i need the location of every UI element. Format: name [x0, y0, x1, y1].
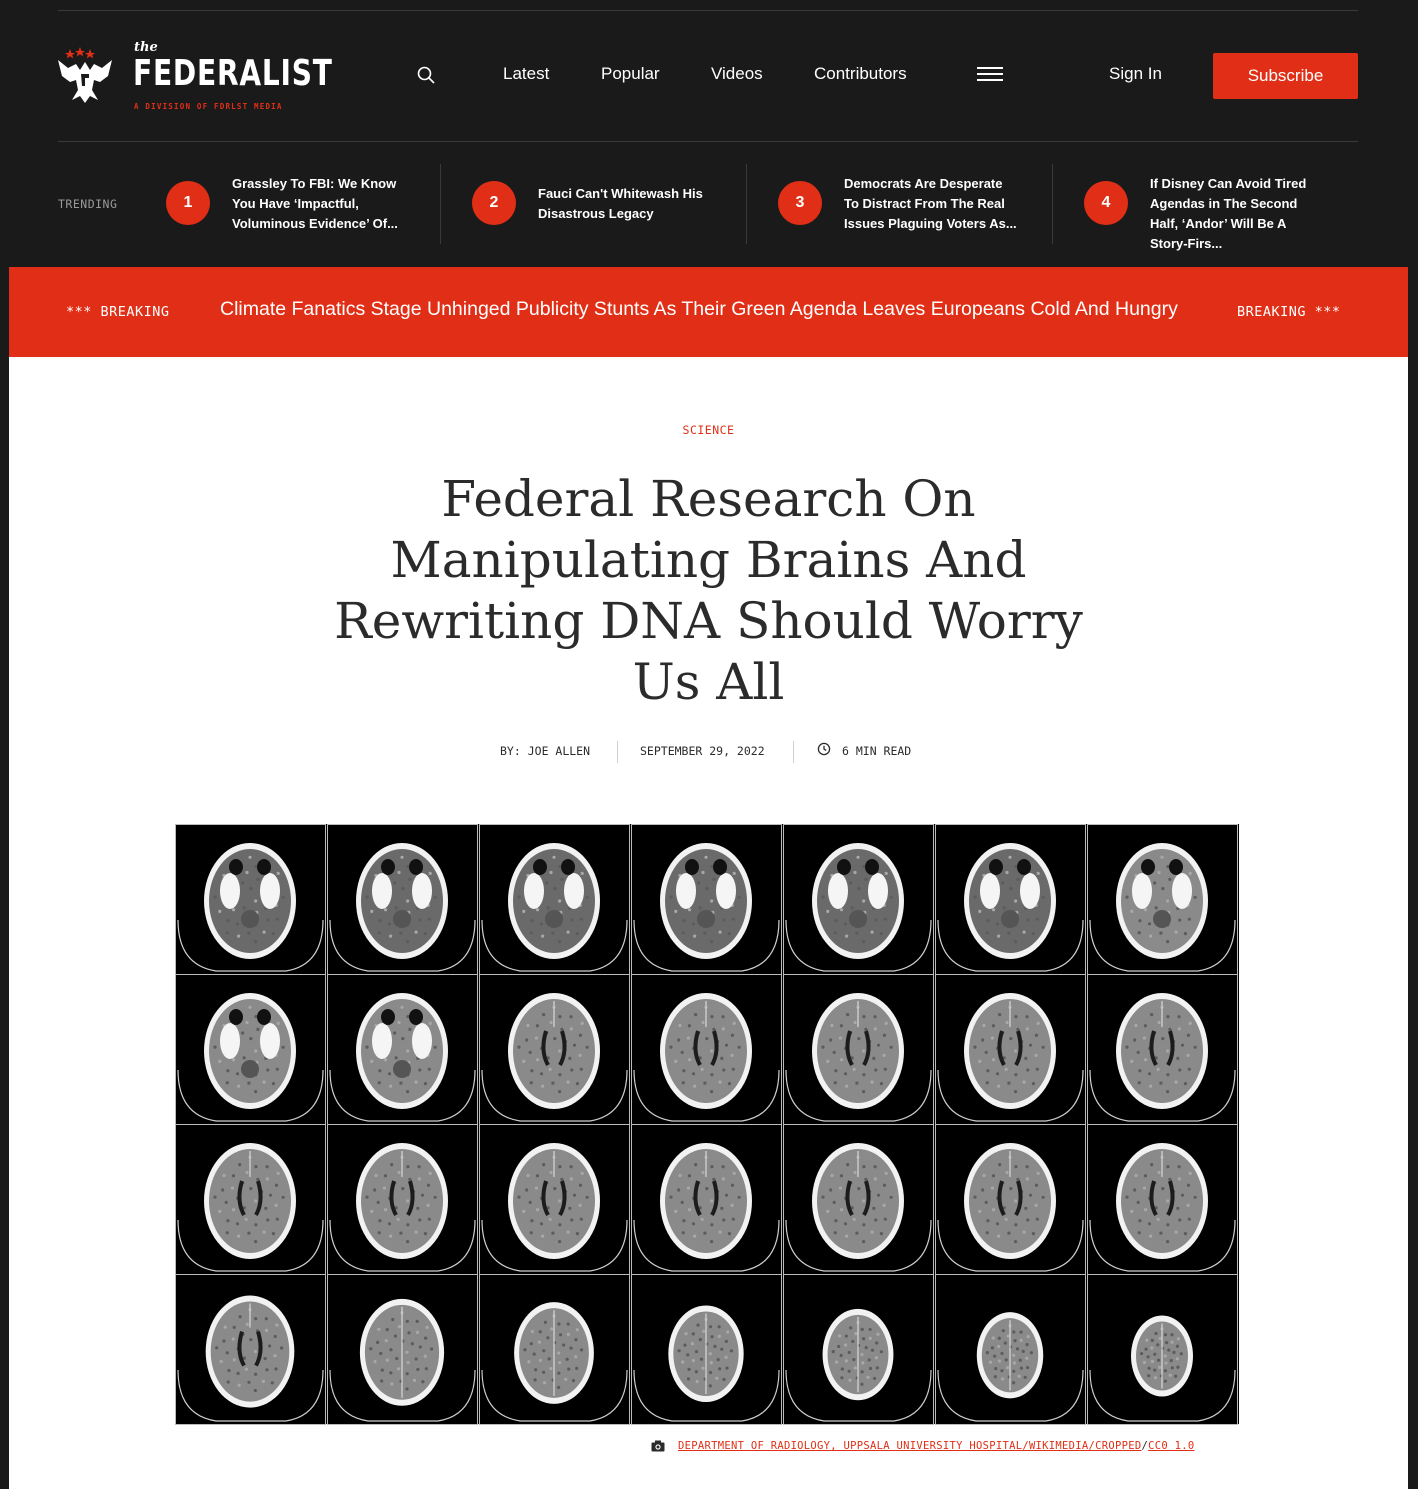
- logo-wordmark: FEDERALIST: [133, 53, 333, 94]
- caption-separator: /: [1141, 1440, 1149, 1452]
- header-top-rule: [58, 10, 1358, 11]
- ct-scan-slice: [328, 1275, 477, 1424]
- trending-item-4[interactable]: [1084, 164, 1374, 251]
- eagle-logo-icon: [56, 46, 114, 104]
- ct-scan-slice: [1088, 975, 1237, 1124]
- byline: [9, 741, 1408, 763]
- nav-videos[interactable]: Videos: [711, 64, 763, 83]
- breaking-headline[interactable]: Climate Fanatics Stage Unhinged Publicity Stunts As Their Green Agenda Leaves Europeans Cold And Hungry: [220, 298, 1178, 320]
- trending-label: TRENDING: [58, 197, 118, 211]
- author-link[interactable]: JOE ALLEN: [527, 744, 591, 758]
- caption-text: [678, 1440, 1195, 1452]
- article: [9, 357, 1408, 1489]
- ct-scan-slice: [480, 975, 629, 1124]
- trending-rank-badge: 3: [778, 181, 822, 225]
- nav-latest[interactable]: Latest: [503, 64, 550, 83]
- ct-scan-slice: [784, 1275, 933, 1424]
- article-title: Federal Research On Manipulating Brains And Rewriting DNA Should Worry Us All: [334, 470, 1083, 711]
- hero-image: [175, 824, 1239, 1424]
- ct-scan-slice: [936, 825, 1085, 974]
- site-logo[interactable]: [56, 40, 333, 114]
- breaking-news-bar: [9, 267, 1408, 357]
- ct-scan-slice: [936, 1275, 1085, 1424]
- caption-license-link[interactable]: CC0 1.0: [1148, 1440, 1195, 1452]
- ct-scan-slice: [936, 1125, 1085, 1274]
- trending-headline[interactable]: Fauci Can't Whitewash His Disastrous Legacy: [538, 186, 703, 221]
- logo-tagline: A DIVISION OF FDRLST MEDIA: [134, 102, 283, 111]
- clock-icon: [817, 742, 831, 756]
- ct-scan-slice: [632, 975, 781, 1124]
- hamburger-icon[interactable]: [977, 67, 1003, 83]
- camera-icon: [651, 1440, 665, 1452]
- publish-date: SEPTEMBER 29, 2022: [640, 744, 765, 758]
- ct-scan-slice: [1088, 1275, 1237, 1424]
- trending-item-1[interactable]: [166, 164, 456, 244]
- trending-item-2[interactable]: [472, 164, 762, 244]
- ct-scan-slice: [784, 1125, 933, 1274]
- trending-divider: [1052, 164, 1053, 244]
- trending-item-3[interactable]: [778, 164, 1068, 244]
- byline-divider: [793, 741, 794, 763]
- ct-scan-slice: [480, 825, 629, 974]
- ct-scan-slice: [328, 1125, 477, 1274]
- trending-headline[interactable]: If Disney Can Avoid Tired Agendas in The Second Half, ‘Andor’ Will Be A Story-Firs...: [1150, 176, 1307, 251]
- byline-author: [500, 744, 590, 758]
- sign-in-link[interactable]: Sign In: [1109, 64, 1162, 83]
- nav-contributors[interactable]: Contributors: [814, 64, 907, 83]
- ct-scan-slice: [1088, 825, 1237, 974]
- ct-scan-slice: [632, 825, 781, 974]
- ct-scan-slice: [632, 1125, 781, 1274]
- nav-popular[interactable]: Popular: [601, 64, 660, 83]
- ct-scan-slice: [632, 1275, 781, 1424]
- by-label: BY:: [500, 744, 521, 758]
- breaking-label-right: BREAKING ***: [1237, 304, 1341, 320]
- ct-scan-slice: [784, 975, 933, 1124]
- logo-the: the: [134, 40, 158, 55]
- trending-rank-badge: 2: [472, 181, 516, 225]
- ct-scan-slice: [936, 975, 1085, 1124]
- ct-scan-slice: [784, 825, 933, 974]
- header-divider: [58, 141, 1358, 142]
- ct-scan-slice: [480, 1125, 629, 1274]
- ct-scan-slice: [176, 975, 325, 1124]
- search-button[interactable]: [415, 64, 437, 86]
- trending-headline[interactable]: Democrats Are Desperate To Distract From The Real Issues Plaguing Voters As...: [844, 176, 1017, 231]
- search-icon: [415, 64, 437, 86]
- site-header: [0, 0, 1418, 267]
- article-category[interactable]: SCIENCE: [682, 423, 735, 437]
- trending-rank-badge: 1: [166, 181, 210, 225]
- trending-divider: [746, 164, 747, 244]
- ct-scan-slice: [1088, 1125, 1237, 1274]
- trending-rank-badge: 4: [1084, 181, 1128, 225]
- ct-scan-slice: [328, 825, 477, 974]
- caption-source-link[interactable]: DEPARTMENT OF RADIOLOGY, UPPSALA UNIVERSITY HOSPITAL/WIKIMEDIA/CROPPED: [678, 1440, 1142, 1452]
- read-time: 6 MIN READ: [842, 744, 912, 758]
- ct-scan-slice: [480, 1275, 629, 1424]
- byline-divider: [617, 741, 618, 763]
- ct-scan-slice: [176, 1275, 325, 1424]
- ct-scan-slice: [328, 975, 477, 1124]
- ct-scan-slice: [176, 825, 325, 974]
- trending-divider: [440, 164, 441, 244]
- breaking-label-left: *** BREAKING: [66, 304, 170, 320]
- subscribe-button[interactable]: Subscribe: [1213, 53, 1358, 99]
- ct-scan-slice: [176, 1125, 325, 1274]
- trending-headline[interactable]: Grassley To FBI: We Know You Have ‘Impactful, Voluminous Evidence’ Of...: [232, 176, 398, 231]
